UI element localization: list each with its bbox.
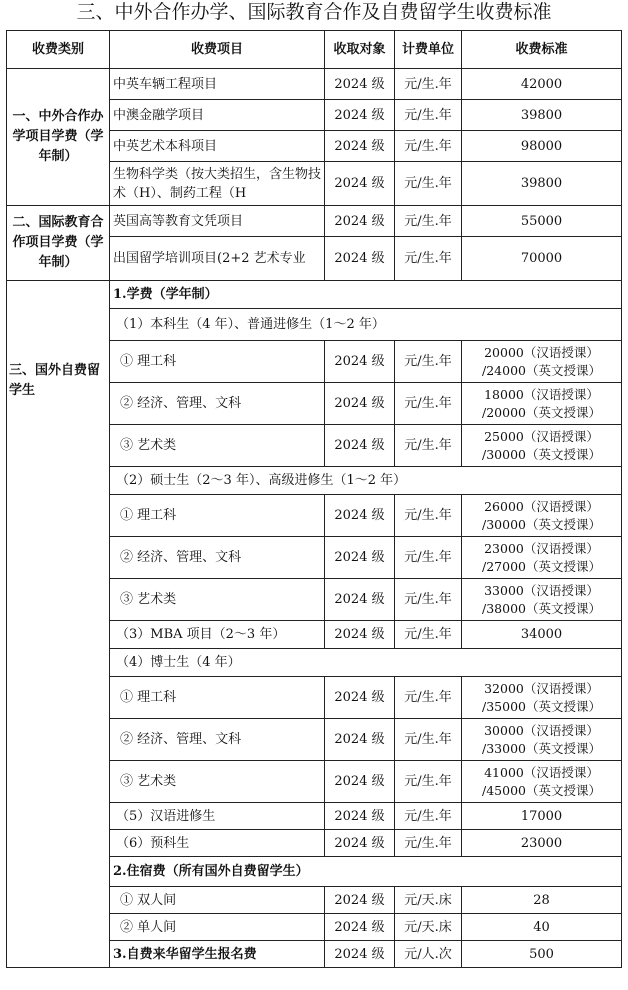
unit-cell: 元/生.年 [395, 621, 462, 649]
unit-cell: 元/生.年 [395, 495, 462, 537]
item-cell: ② 单人间 [110, 914, 325, 941]
table-row [7, 206, 622, 237]
fee-cell: 17000 [462, 803, 622, 830]
fee-cell: 500 [462, 941, 622, 968]
item-cell: 中澳金融学项目 [110, 100, 325, 131]
unit-cell: 元/生.年 [395, 383, 462, 425]
item-cell: 英国高等教育文凭项目 [110, 206, 325, 237]
unit-cell: 元/天.床 [395, 914, 462, 941]
fee-cell [462, 719, 622, 761]
fee-cell: 39800 [462, 100, 622, 131]
unit-cell: 元/人.次 [395, 941, 462, 968]
fee-english: /38000（英文授课） [482, 600, 601, 616]
item-cell: ① 双人间 [110, 887, 325, 914]
header-item: 收费项目 [110, 31, 325, 69]
fee-chinese: 25000（汉语授课） [484, 428, 599, 444]
target-cell: 2024 级 [325, 162, 395, 206]
item-cell: ① 理工科 [110, 677, 325, 719]
target-cell: 2024 级 [325, 100, 395, 131]
unit-cell: 元/生.年 [395, 206, 462, 237]
unit-cell: 元/生.年 [395, 100, 462, 131]
unit-cell: 元/生.年 [395, 803, 462, 830]
fee-chinese: 33000（汉语授课） [484, 582, 599, 598]
target-cell: 2024 级 [325, 131, 395, 162]
fee-english: /20000（英文授课） [482, 404, 601, 420]
table-header-row [7, 31, 622, 69]
fee-cell [462, 537, 622, 579]
unit-cell: 元/生.年 [395, 425, 462, 467]
fee-english: /27000（英文授课） [482, 558, 601, 574]
unit-cell: 元/生.年 [395, 579, 462, 621]
target-cell: 2024 级 [325, 803, 395, 830]
fee-cell: 23000 [462, 830, 622, 857]
fee-chinese: 30000（汉语授课） [484, 722, 599, 738]
fee-english: /45000（英文授课） [482, 782, 601, 798]
table-row [7, 69, 622, 100]
target-cell: 2024 级 [325, 383, 395, 425]
fee-chinese: 32000（汉语授课） [484, 680, 599, 696]
fee-cell: 98000 [462, 131, 622, 162]
target-cell: 2024 级 [325, 719, 395, 761]
unit-cell: 元/生.年 [395, 237, 462, 281]
item-cell: ② 经济、管理、文科 [110, 383, 325, 425]
target-cell: 2024 级 [325, 887, 395, 914]
header-category: 收费类别 [7, 31, 110, 69]
fee-cell [462, 383, 622, 425]
category-cell: 三、国外自费留学生 [7, 281, 110, 968]
target-cell: 2024 级 [325, 941, 395, 968]
unit-cell: 元/生.年 [395, 761, 462, 803]
item-cell: 中英艺术本科项目 [110, 131, 325, 162]
fee-chinese: 41000（汉语授课） [484, 764, 599, 780]
fee-english: /30000（英文授课） [482, 446, 601, 462]
item-cell: ③ 艺术类 [110, 425, 325, 467]
item-cell: ③ 艺术类 [110, 761, 325, 803]
section-row [7, 281, 622, 309]
target-cell: 2024 级 [325, 341, 395, 383]
header-target: 收取对象 [325, 31, 395, 69]
subsection-header: （4）博士生（4 年） [110, 649, 622, 677]
fee-cell [462, 579, 622, 621]
fee-cell [462, 761, 622, 803]
item-cell: （6）预科生 [110, 830, 325, 857]
target-cell: 2024 级 [325, 69, 395, 100]
item-cell: 中英车辆工程项目 [110, 69, 325, 100]
target-cell: 2024 级 [325, 914, 395, 941]
fee-english: /35000（英文授课） [482, 698, 601, 714]
subsection-header: （2）硕士生（2～3 年）、高级进修生（1～2 年） [110, 467, 622, 495]
item-cell: （5）汉语进修生 [110, 803, 325, 830]
target-cell: 2024 级 [325, 830, 395, 857]
unit-cell: 元/生.年 [395, 162, 462, 206]
target-cell: 2024 级 [325, 495, 395, 537]
target-cell: 2024 级 [325, 761, 395, 803]
fee-chinese: 26000（汉语授课） [484, 498, 599, 514]
target-cell: 2024 级 [325, 425, 395, 467]
fee-english: /30000（英文授课） [482, 516, 601, 532]
item-cell: ③ 艺术类 [110, 579, 325, 621]
page-title: 三、中外合作办学、国际教育合作及自费留学生收费标准 [76, 1, 552, 23]
fee-chinese: 18000（汉语授课） [484, 386, 599, 402]
fee-table [6, 30, 622, 968]
fee-cell: 55000 [462, 206, 622, 237]
fee-cell [462, 495, 622, 537]
target-cell: 2024 级 [325, 677, 395, 719]
unit-cell: 元/生.年 [395, 341, 462, 383]
fee-cell [462, 341, 622, 383]
section-header: 2.住宿费（所有国外自费留学生） [110, 857, 622, 887]
target-cell: 2024 级 [325, 206, 395, 237]
target-cell: 2024 级 [325, 621, 395, 649]
item-cell: （3）MBA 项目（2～3 年） [110, 621, 325, 649]
item-cell: ① 理工科 [110, 341, 325, 383]
target-cell: 2024 级 [325, 579, 395, 621]
fee-cell [462, 677, 622, 719]
target-cell: 2024 级 [325, 237, 395, 281]
fee-cell: 28 [462, 887, 622, 914]
item-cell: ② 经济、管理、文科 [110, 719, 325, 761]
header-unit: 计费单位 [395, 31, 462, 69]
unit-cell: 元/生.年 [395, 677, 462, 719]
item-cell: 出国留学培训项目(2+2 艺术专业 [110, 237, 325, 281]
fee-chinese: 23000（汉语授课） [484, 540, 599, 556]
subsection-header: （1）本科生（4 年）、普通进修生（1～2 年） [110, 309, 622, 341]
fee-cell: 42000 [462, 69, 622, 100]
unit-cell: 元/天.床 [395, 887, 462, 914]
unit-cell: 元/生.年 [395, 69, 462, 100]
target-cell: 2024 级 [325, 537, 395, 579]
fee-cell [462, 425, 622, 467]
fee-cell: 34000 [462, 621, 622, 649]
item-cell: ① 理工科 [110, 495, 325, 537]
fee-cell: 40 [462, 914, 622, 941]
fee-cell: 70000 [462, 237, 622, 281]
section-header: 1.学费（学年制） [110, 281, 622, 309]
item-cell: 3.自费来华留学生报名费 [110, 941, 325, 968]
unit-cell: 元/生.年 [395, 537, 462, 579]
unit-cell: 元/生.年 [395, 719, 462, 761]
unit-cell: 元/生.年 [395, 830, 462, 857]
item-cell: ② 经济、管理、文科 [110, 537, 325, 579]
fee-cell: 39800 [462, 162, 622, 206]
unit-cell: 元/生.年 [395, 131, 462, 162]
category-cell: 二、国际教育合作项目学费（学年制） [7, 206, 110, 281]
fee-english: /24000（英文授课） [482, 362, 601, 378]
fee-english: /33000（英文授课） [482, 740, 601, 756]
header-standard: 收费标准 [462, 31, 622, 69]
item-cell: 生物科学类（按大类招生，含生物技术（H）、制药工程（H [110, 162, 325, 206]
fee-chinese: 20000（汉语授课） [484, 344, 599, 360]
category-cell: 一、中外合作办学项目学费（学年制） [7, 69, 110, 206]
